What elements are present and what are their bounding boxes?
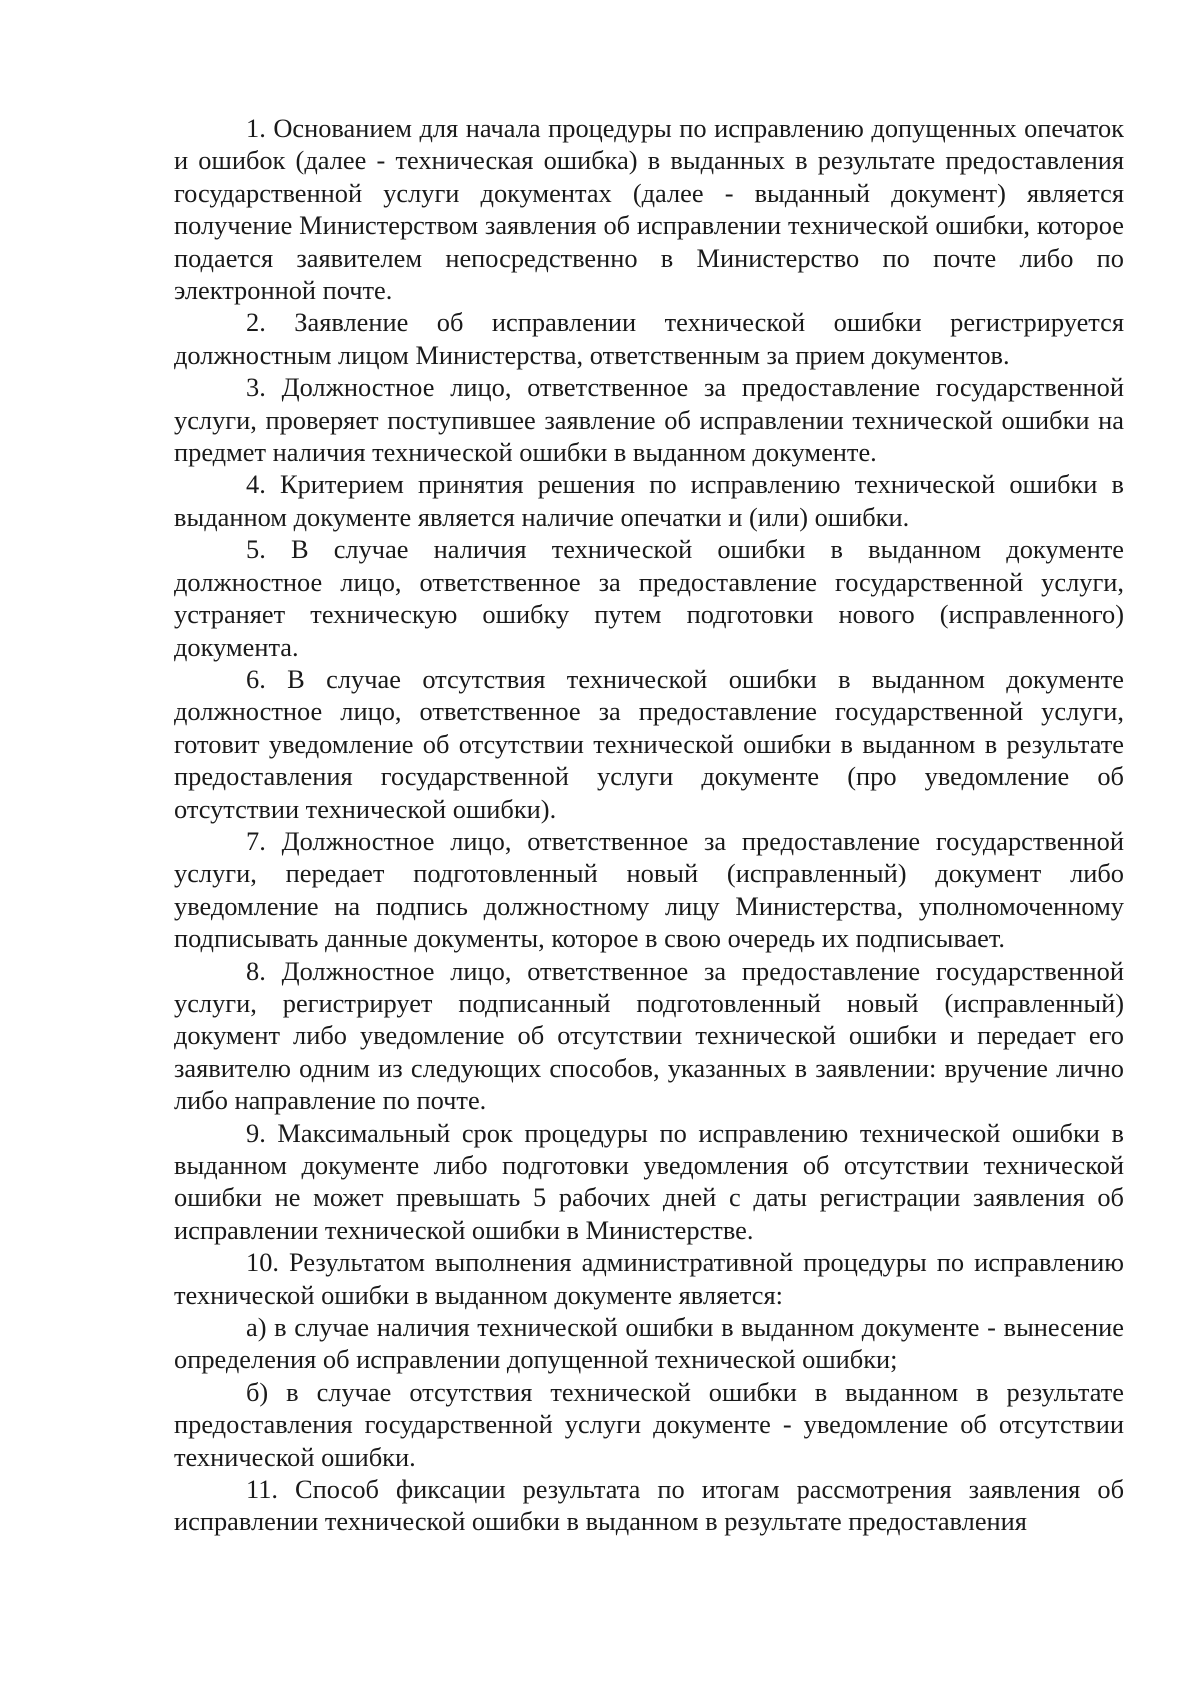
paragraph-10b: б) в случае отсутствия технической ошибки в выданном в результате предоставления государственной услуги документе - уведомление об отсутствии технической ошибки.	[174, 1376, 1124, 1472]
paragraph-11: 11. Способ фиксации результата по итогам рассмотрения заявления об исправлении технической ошибки в выданном в результате предоставления	[174, 1474, 1124, 1537]
paragraph-1: 1. Основанием для начала процедуры по исправлению допущенных опечаток и ошибок (далее - техническая ошибка) в выданных в результате предоставления государственной услуги документах (далее - выданный документ) является получение Министерством заявления об исправлении технической ошибки, которое подается заявителем непосредственно в Министерство по почте либо по электронной почте.	[174, 113, 1124, 306]
paragraph-7: 7. Должностное лицо, ответственное за предоставление государственной услуги, передает подготовленный новый (исправленный) документ либо уведомление на подпись должностному лицу Министерства, уполномоченному подписывать данные документы, которое в свою очередь их подписывает.	[174, 825, 1124, 954]
document-page	[174, 112, 1124, 1538]
paragraph-5: 5. В случае наличия технической ошибки в выданном документе должностное лицо, ответственное за предоставление государственной услуги, устраняет техническую ошибку путем подготовки нового (исправленного) документа.	[174, 534, 1124, 662]
paragraph-2: 2. Заявление об исправлении технической ошибки регистрируется должностным лицом Министерства, ответственным за прием документов.	[174, 307, 1124, 370]
paragraph-6: 6. В случае отсутствия технической ошибки в выданном документе должностное лицо, ответственное за предоставление государственной услуги, готовит уведомление об отсутствии технической ошибки в выданном в результате предоставления государственной услуги документе (про уведомление об отсутствии технической ошибки).	[174, 663, 1124, 824]
paragraph-8: 8. Должностное лицо, ответственное за предоставление государственной услуги, регистрирует подписанный подготовленный новый (исправленный) документ либо уведомление об отсутствии технической ошибки и передает его заявителю одним из следующих способов, указанных в заявлении: вручение лично либо направление по почте.	[174, 955, 1124, 1116]
paragraph-10: 10. Результатом выполнения административной процедуры по исправлению технической ошибки в выданном документе является:	[174, 1247, 1124, 1310]
paragraph-9: 9. Максимальный срок процедуры по исправлению технической ошибки в выданном документе либо подготовки уведомления об отсутствии технической ошибки не может превышать 5 рабочих дней с даты регистрации заявления об исправлении технической ошибки в Министерстве.	[174, 1117, 1124, 1245]
paragraph-3: 3. Должностное лицо, ответственное за предоставление государственной услуги, проверяет поступившее заявление об исправлении технической ошибки на предмет наличия технической ошибки в выданном документе.	[174, 372, 1124, 468]
paragraph-4: 4. Критерием принятия решения по исправлению технической ошибки в выданном документе является наличие опечатки и (или) ошибки.	[174, 469, 1124, 532]
paragraph-10a: а) в случае наличия технической ошибки в выданном документе - вынесение определения об исправлении допущенной технической ошибки;	[174, 1312, 1124, 1375]
